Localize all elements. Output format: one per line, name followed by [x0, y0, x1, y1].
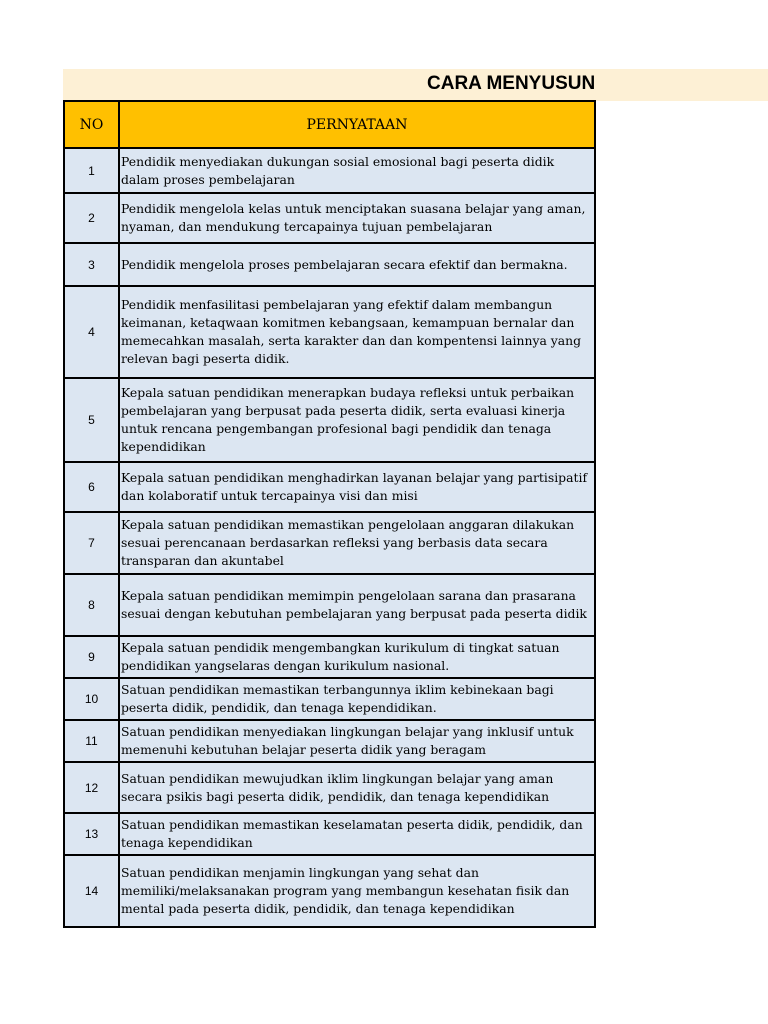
table-row: [64, 193, 595, 243]
row-statement: Satuan pendidikan menjamin lingkungan yang sehat dan memiliki/melaksanakan program yang membangun kesehatan fisik dan mental pada peserta didik, pendidik, dan tenaga kependidikan: [119, 855, 595, 927]
row-number: 5: [64, 378, 119, 462]
header-no: NO: [64, 101, 119, 148]
row-statement: Kepala satuan pendidikan menghadirkan layanan belajar yang partisipatif dan kolaboratif untuk tercapainya visi dan misi: [119, 462, 595, 512]
table-row: [64, 286, 595, 378]
row-statement: Satuan pendidikan memastikan terbangunnya iklim kebinekaan bagi peserta didik, pendidik, dan tenaga kependidikan.: [119, 678, 595, 720]
row-statement: Kepala satuan pendidikan memimpin pengelolaan sarana dan prasarana sesuai dengan kebutuhan pembelajaran yang berpusat pada peserta didik: [119, 574, 595, 636]
row-statement: Pendidik menyediakan dukungan sosial emosional bagi peserta didik dalam proses pembelajaran: [119, 148, 595, 193]
header-statement: PERNYATAAN: [119, 101, 595, 148]
row-statement: Satuan pendidikan menyediakan lingkungan belajar yang inklusif untuk memenuhi kebutuhan belajar peserta didik yang beragam: [119, 720, 595, 762]
table-row: [64, 813, 595, 855]
row-statement: Pendidik mengelola kelas untuk menciptakan suasana belajar yang aman, nyaman, dan mendukung tercapainya tujuan pembelajaran: [119, 193, 595, 243]
row-statement: Kepala satuan pendidikan menerapkan budaya refleksi untuk perbaikan pembelajaran yang berpusat pada peserta didik, serta evaluasi kinerja untuk rencana pengembangan profesional bagi pendidik dan tenaga kependidikan: [119, 378, 595, 462]
row-statement: Pendidik menfasilitasi pembelajaran yang efektif dalam membangun keimanan, ketaqwaan komitmen kebangsaan, kemampuan bernalar dan memecahkan masalah, serta karakter dan dan kompentensi lainnya yang relevan bagi peserta didik.: [119, 286, 595, 378]
row-number: 14: [64, 855, 119, 927]
row-number: 4: [64, 286, 119, 378]
title-band: [63, 69, 768, 101]
statements-table: [63, 100, 596, 928]
row-number: 11: [64, 720, 119, 762]
table-row: [64, 636, 595, 678]
row-number: 7: [64, 512, 119, 574]
row-number: 3: [64, 243, 119, 286]
table-row: [64, 378, 595, 462]
table-row: [64, 148, 595, 193]
row-number: 2: [64, 193, 119, 243]
row-number: 10: [64, 678, 119, 720]
table-row: [64, 243, 595, 286]
row-number: 12: [64, 762, 119, 813]
row-statement: Kepala satuan pendidikan memastikan pengelolaan anggaran dilakukan sesuai perencanaan berdasarkan refleksi yang berbasis data secara transparan dan akuntabel: [119, 512, 595, 574]
table-row: [64, 855, 595, 927]
table-row: [64, 720, 595, 762]
sheet-title: CARA MENYUSUN: [427, 73, 596, 94]
table-row: [64, 574, 595, 636]
row-number: 1: [64, 148, 119, 193]
table-row: [64, 512, 595, 574]
row-number: 13: [64, 813, 119, 855]
row-statement: Kepala satuan pendidik mengembangkan kurikulum di tingkat satuan pendidikan yangselaras dengan kurikulum nasional.: [119, 636, 595, 678]
row-statement: Satuan pendidikan mewujudkan iklim lingkungan belajar yang aman secara psikis bagi peserta didik, pendidik, dan tenaga kependidikan: [119, 762, 595, 813]
table-row: [64, 762, 595, 813]
row-number: 9: [64, 636, 119, 678]
table-row: [64, 678, 595, 720]
row-statement: Pendidik mengelola proses pembelajaran secara efektif dan bermakna.: [119, 243, 595, 286]
table-row: [64, 462, 595, 512]
row-number: 8: [64, 574, 119, 636]
row-number: 6: [64, 462, 119, 512]
header-row: [64, 101, 595, 148]
row-statement: Satuan pendidikan memastikan keselamatan peserta didik, pendidik, dan tenaga kependidikan: [119, 813, 595, 855]
